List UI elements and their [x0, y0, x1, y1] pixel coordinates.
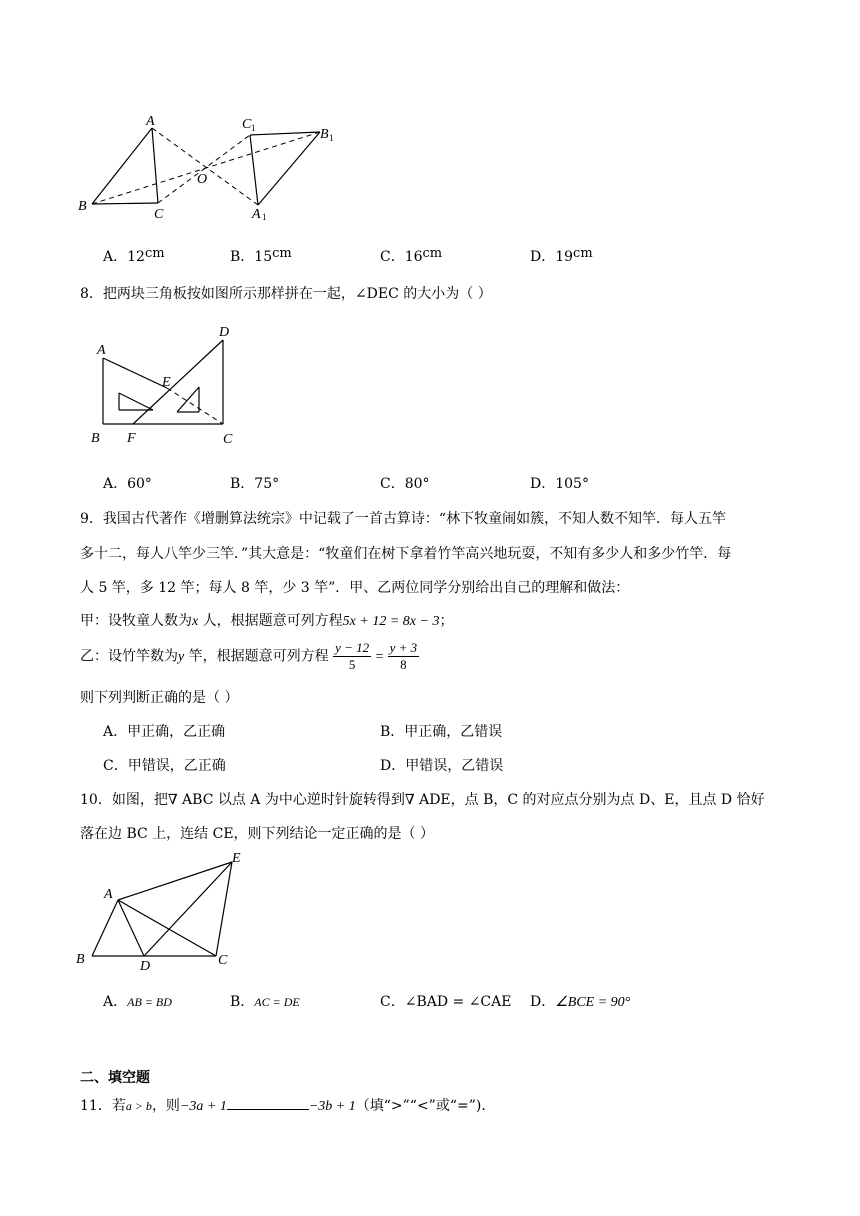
q11-mid: ，则	[151, 1098, 180, 1114]
q11-answer-blank[interactable]	[227, 1095, 309, 1110]
fraction-2-numerator: y + 3	[389, 640, 418, 655]
jia-mid: 人，根据题意可列方程	[198, 613, 343, 629]
figure-q8	[85, 320, 245, 448]
fraction-1-numerator: y − 12	[335, 640, 370, 655]
label-D: D	[219, 325, 230, 340]
q9-line1: 9．我国古代著作《增删算法统宗》中记载了一首古算诗：“林下牧童闹如簇，不知人数不知竿．每人五竿	[80, 511, 727, 527]
label-A1: A	[252, 207, 261, 222]
q11-condition: a > b	[125, 1099, 152, 1113]
q10-option-a-math: AB = BD	[127, 995, 172, 1009]
q11	[80, 1095, 495, 1115]
label-B: B	[78, 199, 87, 214]
q10-option-d-label: D．	[530, 994, 556, 1010]
fraction-2	[388, 640, 420, 673]
q9-line2: 多十二，每人八竿少三竿．”其大意是：“牧童们在树下拿着竹竿高兴地玩耍，不知有多少人和多少竹竿．每	[80, 546, 732, 562]
q10-option-a-label: A．	[103, 994, 128, 1010]
label-A: A	[146, 114, 155, 129]
label-B: B	[76, 952, 85, 967]
q11-suffix: （填“>”“<”或“=”)．	[355, 1098, 496, 1114]
fraction-2-denominator: 8	[400, 657, 407, 672]
figure-q10	[70, 848, 260, 973]
section-title: 二、填空题	[80, 1070, 150, 1086]
q10-option-a[interactable]	[103, 991, 172, 1011]
q9-yi	[80, 640, 419, 673]
q7-option-d-text: D．19	[530, 249, 574, 265]
q9-jia	[80, 610, 453, 630]
q11-left-expr: −3a + 1	[179, 1099, 227, 1114]
label-B1: B	[320, 127, 329, 142]
label-A: A	[104, 887, 113, 902]
label-C: C	[218, 953, 228, 968]
q8-option-b[interactable]: B．75°	[230, 476, 280, 492]
label-C: C	[154, 207, 164, 222]
q7-option-c[interactable]	[380, 246, 442, 266]
q10-option-b-math: AC = DE	[254, 995, 300, 1009]
q10-option-d-math: ∠BCE = 90°	[555, 995, 631, 1010]
q9-option-d[interactable]: D．甲错误，乙错误	[380, 758, 504, 774]
jia-prefix: 甲：设牧童人数为	[80, 613, 192, 629]
q10-option-d[interactable]	[530, 991, 630, 1011]
q7-option-c-text: C．16	[380, 249, 423, 265]
label-B1-sub: 1	[329, 133, 334, 143]
q9-judge: 则下列判断正确的是（ ）	[80, 690, 239, 706]
q10-line1: 10．如图，把∇ ABC 以点 A 为中心逆时针旋转得到∇ ADE，点 B，C 的对应点分别为点 D、E，且点 D 恰好	[80, 792, 765, 808]
q8-option-a[interactable]: A．60°	[103, 476, 152, 492]
yi-mid: 竿，根据题意可列方程	[184, 648, 329, 665]
fraction-1-denominator: 5	[348, 657, 356, 672]
label-F: F	[127, 431, 136, 446]
label-D: D	[140, 959, 151, 973]
q7-option-a[interactable]	[103, 246, 165, 266]
jia-var: x	[192, 614, 199, 629]
label-C1: C	[242, 117, 252, 132]
unit-cm: cm	[272, 246, 292, 261]
q10-option-b-label: B．	[230, 994, 255, 1010]
q7-option-a-text: A．12	[103, 249, 145, 265]
label-A1-sub: 1	[262, 212, 267, 222]
q7-option-b[interactable]	[230, 246, 292, 266]
yi-prefix: 乙：设竹竿数为	[80, 648, 178, 665]
q11-prefix: 11．若	[80, 1098, 126, 1114]
q10-option-b[interactable]	[230, 991, 300, 1011]
label-E: E	[162, 375, 171, 390]
q9-line3: 人 5 竿，多 12 竿；每人 8 竿，少 3 竿”．甲、乙两位同学分别给出自己的理解和做法：	[80, 580, 630, 596]
fraction-1	[333, 640, 371, 673]
q9-option-c[interactable]: C．甲错误，乙正确	[103, 758, 226, 774]
equals-sign: =	[371, 649, 388, 665]
q10-line2: 落在边 BC 上，连结 CE，则下列结论一定正确的是（ ）	[80, 826, 434, 842]
q8-option-c[interactable]: C．80°	[380, 476, 430, 492]
label-C: C	[223, 432, 233, 447]
q10-option-c[interactable]: C．∠BAD = ∠CAE	[380, 994, 512, 1010]
q7-option-d[interactable]	[530, 246, 593, 266]
label-A: A	[97, 343, 106, 358]
q11-right-expr: −3b + 1	[308, 1099, 356, 1114]
yi-var: y	[178, 649, 185, 665]
q8-option-d[interactable]: D．105°	[530, 476, 589, 492]
unit-cm: cm	[422, 246, 443, 261]
unit-cm: cm	[573, 246, 593, 261]
label-E: E	[232, 851, 241, 866]
label-O: O	[197, 172, 208, 187]
unit-cm: cm	[144, 246, 165, 261]
q7-option-b-text: B．15	[230, 249, 273, 265]
jia-equation: 5x + 12 = 8x − 3	[342, 614, 440, 629]
figure-q7	[70, 110, 350, 225]
q8-text: 8．把两块三角板按如图所示那样拼在一起，∠DEC 的大小为（ ）	[80, 286, 492, 302]
q9-option-b[interactable]: B．甲正确，乙错误	[380, 724, 503, 740]
jia-end: ；	[439, 613, 454, 629]
q9-option-a[interactable]: A．甲正确，乙正确	[103, 724, 226, 740]
label-B: B	[91, 431, 100, 446]
label-C1-sub: 1	[251, 123, 256, 133]
